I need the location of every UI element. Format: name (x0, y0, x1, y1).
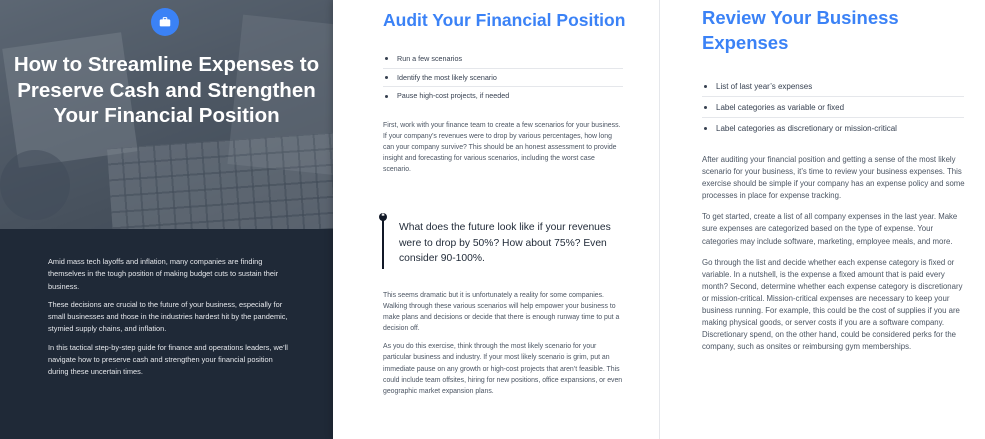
cover-paragraph: These decisions are crucial to the future of your business, especially for small businesses and those in the industries hardest hit by the pandemic, stymied supply chains, and inflation. (48, 299, 288, 334)
cover-hero-image (0, 0, 333, 229)
briefcase-icon-glyph (158, 15, 172, 29)
paragraph: Go through the list and decide whether each expense category is fixed or variable. In a nutshell, is the expense a fixed amount that is paid every month? Second, determine whether each expense category is discretionary or mission-critical. Mission-critical expenses are necessary to keep your business running. For example, this could be the cost of supplies if you are making physical goods, or server costs if you are a software company. Discretionary spend, on the other hand, could be considered perks for the company, such as onsites or reimbursing gym memberships. (702, 257, 963, 352)
quote-text: What does the future look like if your revenues were to drop by 50%? How about 75%? Even consider 90-100%. (399, 222, 611, 264)
briefcase-icon (151, 8, 179, 36)
body-text (383, 290, 623, 404)
bullet-icon (704, 85, 707, 88)
pull-quote (379, 213, 629, 271)
cover-intro (48, 256, 288, 385)
bullet-icon (704, 127, 707, 130)
bullet-icon (385, 76, 388, 79)
section-heading: Review Your Business Expenses (702, 7, 899, 53)
checklist-item (702, 97, 964, 118)
checklist (702, 76, 964, 139)
checklist-item-label: List of last year’s expenses (716, 82, 813, 91)
checklist-item-label: Label categories as discretionary or mission-critical (716, 124, 897, 133)
cover-page (0, 0, 333, 439)
checklist (383, 50, 623, 106)
checklist-item-label: Run a few scenarios (397, 54, 463, 63)
paragraph: To get started, create a list of all company expenses in the last year. Make sure expenses are categorized based on the type of expense. Your categories may include software, marketing, employee meals, and more. (702, 212, 958, 246)
checklist-item-label: Pause high-cost projects, if needed (397, 91, 510, 100)
paragraph: First, work with your finance team to create a few scenarios for your business. If your company’s revenues were to drop by various percentages, how long can your company survive? This should be an honest assessment to provide insight and forecasting for various scenarios, including the worst case scenario. (383, 122, 621, 174)
checklist-item (383, 87, 623, 106)
checklist-item (702, 118, 964, 139)
quote-icon: ❝ (379, 213, 387, 221)
paragraph: After auditing your financial position and getting a sense of the most likely scenario for your business, it’s time to review your business expenses. This exercise should be simple if your company has an expense policy and some processes in place for expense tracking. (702, 155, 965, 201)
cover-title: How to Streamline Expenses to Preserve Cash and Strengthen Your Financial Position (13, 53, 320, 127)
review-page (659, 0, 985, 439)
cover-paragraph: In this tactical step-by-step guide for finance and operations leaders, we’ll navigate how to preserve cash and strengthen your financial position during these uncertain times. (48, 342, 288, 377)
paragraph: As you do this exercise, think through the most likely scenario for your particular business and industry. If your most likely scenario is grim, put an immediate pause on any growth or high-cost projects that aren’t feasible. This could include team offsites, hiring for new positions, office expansions, or even geographic market expansion plans. (383, 343, 623, 395)
checklist-item-label: Identify the most likely scenario (397, 72, 497, 82)
bullet-icon (385, 57, 388, 60)
checklist-item-label: Label categories as variable or fixed (716, 103, 845, 112)
paragraph: This seems dramatic but it is unfortunately a reality for some companies. Walking through these various scenarios will help empower your business to make plans and decisions or decide that there is enough runway time to put a decision off. (383, 292, 620, 333)
cover-paragraph: Amid mass tech layoffs and inflation, many companies are finding themselves in the tough position of making budget cuts to sustain their business. (48, 257, 279, 291)
checklist-item (383, 69, 623, 88)
bullet-icon (385, 95, 388, 98)
checklist-item (702, 76, 964, 97)
audit-page (333, 0, 659, 439)
bullet-icon (704, 106, 707, 109)
section-heading: Audit Your Financial Position (383, 10, 626, 30)
body-text (383, 120, 623, 182)
quote-bar (382, 217, 384, 269)
checklist-item (383, 50, 623, 69)
body-text (702, 154, 970, 362)
